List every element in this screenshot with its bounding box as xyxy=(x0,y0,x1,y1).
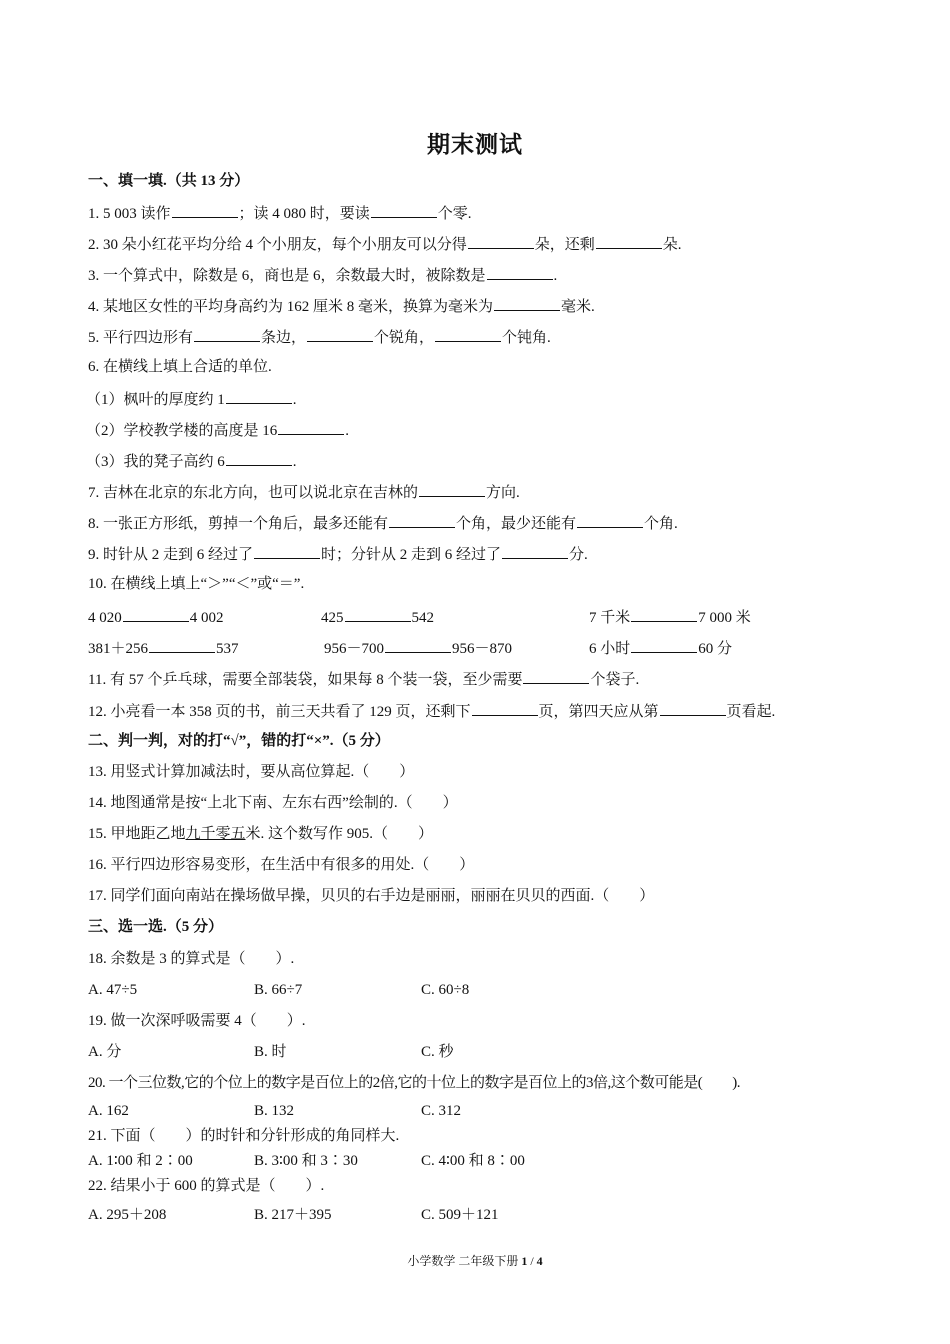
option-a[interactable]: A. 162 xyxy=(88,1103,129,1119)
question-5: 5. 平行四边形有 条边， 个锐角， 个钝角. xyxy=(88,327,551,347)
answer-blank[interactable] xyxy=(468,234,534,249)
footer-subject: 小学数学 二年级下册 xyxy=(407,1254,519,1268)
question-6-part-1: （1）枫叶的厚度约 1 . xyxy=(86,389,297,409)
question-13: 13. 用竖式计算加减法时，要从高位算起.（ ） xyxy=(88,764,415,780)
answer-blank[interactable] xyxy=(660,701,726,716)
answer-blank[interactable] xyxy=(631,607,697,622)
answer-blank[interactable] xyxy=(472,701,538,716)
question-6: 6. 在横线上填上合适的单位. xyxy=(88,359,272,375)
compare-item: 381＋256 537 xyxy=(88,638,239,658)
answer-blank[interactable] xyxy=(194,327,260,342)
question-20: 20. 一个三位数,它的个位上的数字是百位上的2倍,它的十位上的数字是百位上的3倍,这个数可能是( ). xyxy=(88,1075,740,1091)
question-21: 21. 下面（ ）的时针和分针形成的角同样大. xyxy=(88,1128,400,1144)
option-b[interactable]: B. 时 xyxy=(254,1044,287,1060)
answer-blank[interactable] xyxy=(435,327,501,342)
option-a[interactable]: A. 1∶00 和 2∶00 xyxy=(88,1153,193,1169)
question-18: 18. 余数是 3 的算式是（ ）. xyxy=(88,951,295,967)
answer-blank[interactable] xyxy=(494,296,560,311)
page-footer: 小学数学 二年级下册 1 / 4 xyxy=(407,1254,543,1268)
question-22: 22. 结果小于 600 的算式是（ ）. xyxy=(88,1178,325,1194)
section-1-heading: 一、填一填.（共 13 分） xyxy=(88,173,250,189)
answer-blank[interactable] xyxy=(254,544,320,559)
option-c[interactable]: C. 秒 xyxy=(421,1044,454,1060)
compare-item: 6 小时 60 分 xyxy=(589,638,732,658)
question-16: 16. 平行四边形容易变形，在生活中有很多的用处.（ ） xyxy=(88,857,475,873)
answer-blank[interactable] xyxy=(226,451,292,466)
option-b[interactable]: B. 66÷7 xyxy=(254,982,303,998)
page-title: 期末测试 xyxy=(427,132,523,158)
answer-blank[interactable] xyxy=(278,420,344,435)
option-a[interactable]: A. 47÷5 xyxy=(88,982,138,998)
answer-blank[interactable] xyxy=(149,638,215,653)
answer-blank[interactable] xyxy=(385,638,451,653)
answer-blank[interactable] xyxy=(631,638,697,653)
option-c[interactable]: C. 312 xyxy=(421,1103,462,1119)
compare-item: 7 千米 7 000 米 xyxy=(589,607,751,627)
option-c[interactable]: C. 509＋121 xyxy=(421,1207,499,1223)
question-3: 3. 一个算式中，除数是 6，商也是 6，余数最大时，被除数是 . xyxy=(88,265,557,285)
question-6-part-2: （2）学校教学楼的高度是 16 . xyxy=(86,420,349,440)
compare-item: 425 542 xyxy=(321,607,434,627)
answer-blank[interactable] xyxy=(307,327,373,342)
section-3-heading: 三、选一选.（5 分） xyxy=(88,919,224,935)
answer-blank[interactable] xyxy=(487,265,553,280)
answer-blank[interactable] xyxy=(523,669,589,684)
option-b[interactable]: B. 217＋395 xyxy=(254,1207,332,1223)
option-a[interactable]: A. 分 xyxy=(88,1044,122,1060)
question-1: 1. 5 003 读作 ；读 4 080 时，要读 个零. xyxy=(88,203,472,223)
answer-blank[interactable] xyxy=(419,482,485,497)
question-19: 19. 做一次深呼吸需要 4（ ）. xyxy=(88,1013,306,1029)
option-c[interactable]: C. 4∶00 和 8∶00 xyxy=(421,1153,525,1169)
option-b[interactable]: B. 132 xyxy=(254,1103,295,1119)
compare-item: 4 020 4 002 xyxy=(88,607,224,627)
question-12: 12. 小亮看一本 358 页的书，前三天共看了 129 页，还剩下 页，第四天应从第 页看起. xyxy=(88,701,775,721)
section-2-heading: 二、判一判，对的打“√”，错的打“×”.（5 分） xyxy=(88,733,390,749)
question-17: 17. 同学们面向南站在操场做早操，贝贝的右手边是丽丽，丽丽在贝贝的西面.（ ） xyxy=(88,888,655,904)
answer-blank[interactable] xyxy=(502,544,568,559)
page-number: 1 xyxy=(521,1254,528,1268)
answer-blank[interactable] xyxy=(123,607,189,622)
answer-blank[interactable] xyxy=(389,513,455,528)
question-11: 11. 有 57 个乒乓球，需要全部装袋，如果每 8 个装一袋，至少需要 个袋子. xyxy=(88,669,639,689)
answer-blank[interactable] xyxy=(172,203,238,218)
question-6-part-3: （3）我的凳子高约 6 . xyxy=(86,451,297,471)
answer-blank[interactable] xyxy=(371,203,437,218)
page-total: 4 xyxy=(536,1254,543,1268)
question-7: 7. 吉林在北京的东北方向，也可以说北京在吉林的 方向. xyxy=(88,482,520,502)
question-8: 8. 一张正方形纸，剪掉一个角后，最多还能有 个角，最少还能有 个角. xyxy=(88,513,678,533)
compare-item: 956－700 956－870 xyxy=(324,638,512,658)
question-2: 2. 30 朵小红花平均分给 4 个小朋友，每个小朋友可以分得 朵，还剩 朵. xyxy=(88,234,682,254)
question-4: 4. 某地区女性的平均身高约为 162 厘米 8 毫米，换算为毫米为 毫米. xyxy=(88,296,595,316)
answer-blank[interactable] xyxy=(226,389,292,404)
question-14: 14. 地图通常是按“上北下南、左东右西”绘制的.（ ） xyxy=(88,795,458,811)
option-a[interactable]: A. 295＋208 xyxy=(88,1207,167,1223)
question-15: 15. 甲地距乙地九千零五米. 这个数写作 905.（ ） xyxy=(88,826,434,842)
question-9: 9. 时针从 2 走到 6 经过了 时；分针从 2 走到 6 经过了 分. xyxy=(88,544,588,564)
question-10: 10. 在横线上填上“＞”“＜”或“＝”. xyxy=(88,576,305,592)
answer-blank[interactable] xyxy=(345,607,411,622)
option-c[interactable]: C. 60÷8 xyxy=(421,982,470,998)
option-b[interactable]: B. 3∶00 和 3∶30 xyxy=(254,1153,358,1169)
answer-blank[interactable] xyxy=(577,513,643,528)
answer-blank[interactable] xyxy=(596,234,662,249)
